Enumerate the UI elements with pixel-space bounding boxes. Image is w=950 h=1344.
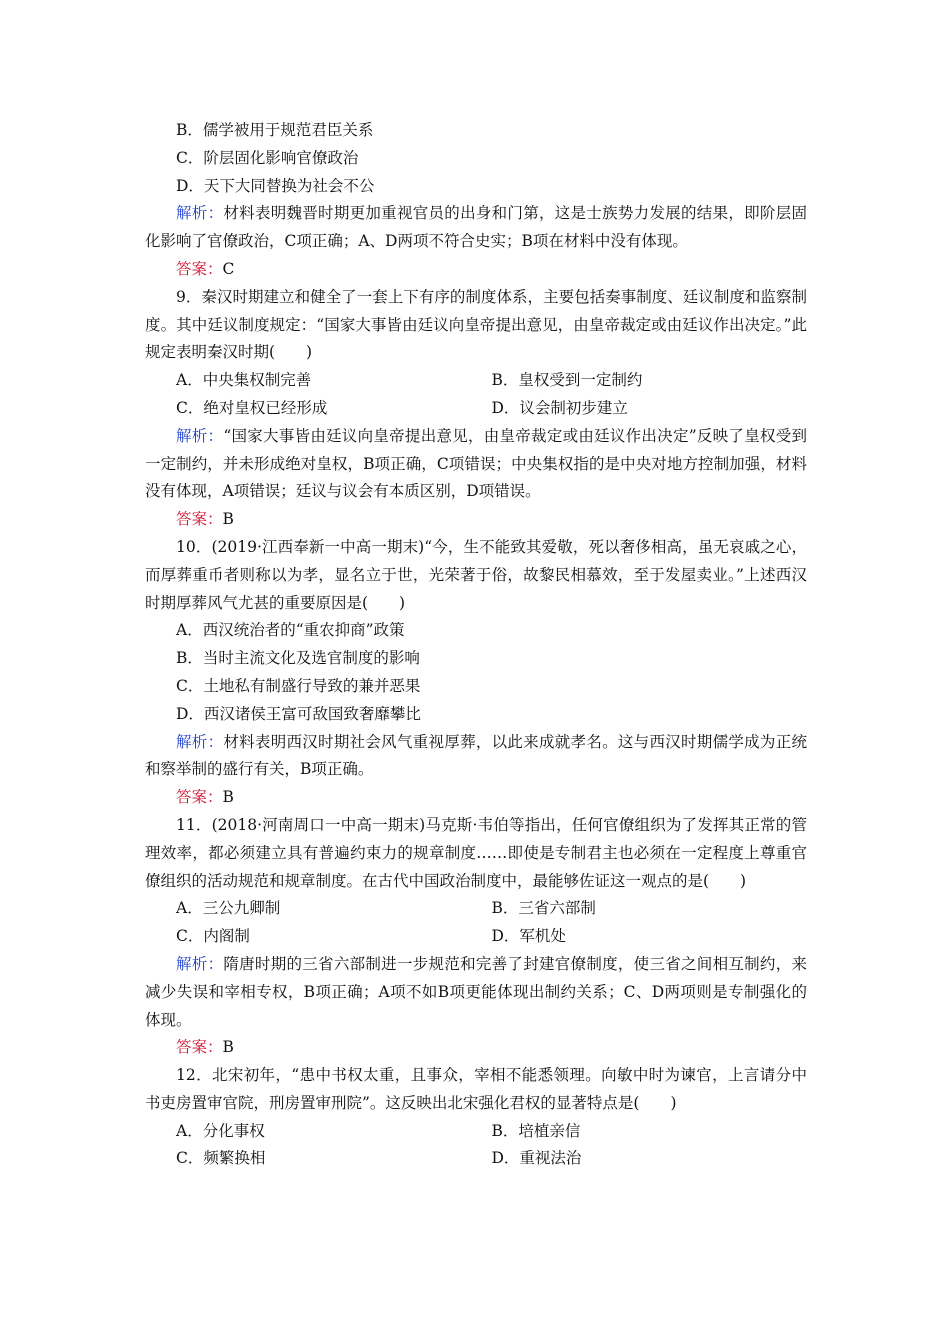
q11-answer-label: 答案： [176, 1038, 223, 1057]
document-content [145, 117, 807, 1173]
q8-analysis-text: 材料表明魏晋时期更加重视官员的出身和门第，这是士族势力发展的结果，即阶层固化影响了官僚政治，C项正确；A、D两项不符合史实；B项在材料中没有体现。 [145, 204, 807, 251]
q9-option-c: C．绝对皇权已经形成 [176, 398, 328, 417]
q11-analysis [145, 951, 807, 1034]
q8-option-b: B．儒学被用于规范君臣关系 [176, 121, 374, 139]
q12-options-row-1 [145, 1118, 807, 1146]
q9-option-d: D．议会制初步建立 [491, 398, 628, 417]
q11-answer-value: B [222, 1038, 234, 1057]
q11-options-row-1 [145, 895, 807, 923]
q8-answer [145, 256, 807, 284]
q10-answer-label: 答案： [176, 788, 223, 807]
q9-answer [145, 506, 807, 534]
q9-option-a: A．中央集权制完善 [176, 371, 312, 390]
q12-stem: 12．北宋初年，“患中书权太重，且事众，宰相不能悉领理。向敏中时为谏官，上言请分中书吏房置审官院，刑房置审刑院”。这反映出北宋强化君权的显著特点是( ) [145, 1066, 807, 1112]
q11-options-row-2 [145, 923, 807, 951]
q11-answer [145, 1034, 807, 1062]
q9-analysis-label: 解析： [176, 426, 224, 445]
q9-options-row-1 [145, 367, 807, 395]
q9-stem: 9．秦汉时期建立和健全了一套上下有序的制度体系，主要包括奏事制度、廷议制度和监察制度。其中廷议制度规定：“国家大事皆由廷议向皇帝提出意见，由皇帝裁定或由廷议作出决定。”此规定表明秦汉时期( ) [145, 287, 807, 362]
q11-option-d: D．军机处 [491, 927, 566, 946]
q9-answer-label: 答案： [176, 510, 223, 529]
q11-option-c: C．内阁制 [176, 927, 250, 946]
q12-option-c: C．频繁换相 [176, 1149, 266, 1168]
q10-analysis-label: 解析： [176, 732, 224, 751]
q10-option-a: A．西汉统治者的“重农抑商”政策 [176, 621, 405, 640]
q9-option-b: B．皇权受到一定制约 [491, 371, 643, 390]
q8-option-d: D．天下大同替换为社会不公 [176, 176, 375, 195]
q10-answer-value: B [222, 788, 234, 807]
q9-answer-value: B [222, 510, 234, 529]
q11-option-a: A．三公九卿制 [176, 899, 281, 918]
q10-analysis-text: 材料表明西汉时期社会风气重视厚葬，以此来成就孝名。这与西汉时期儒学成为正统和察举制的盛行有关，B项正确。 [145, 732, 807, 779]
q11-stem: 11．(2018·河南周口一中高一期末)马克斯·韦伯等指出，任何官僚组织为了发挥其正常的管理效率，都必须建立具有普遍约束力的规章制度……即使是专制君主也必须在一定程度上尊重官僚组织的活动规范和规章制度。在古代中国政治制度中，最能够佐证这一观点的是( ) [145, 815, 807, 890]
q11-option-b: B．三省六部制 [491, 899, 596, 918]
q8-option-c: C．阶层固化影响官僚政治 [176, 148, 359, 167]
q9-analysis-text: “国家大事皆由廷议向皇帝提出意见，由皇帝裁定或由廷议作出决定”反映了皇权受到一定制约，并未形成绝对皇权，B项正确，C项错误；中央集权指的是中央对地方控制加强，材料没有体现，A项错误；廷议与议会有本质区别，D项错误。 [145, 426, 807, 501]
q10-option-b: B．当时主流文化及选官制度的影响 [176, 649, 420, 668]
q12-option-b: B．培植亲信 [491, 1121, 581, 1140]
q11-analysis-label: 解析： [176, 954, 224, 973]
q9-analysis [145, 423, 807, 506]
q8-answer-label: 答案： [176, 259, 223, 278]
q11-analysis-text: 隋唐时期的三省六部制进一步规范和完善了封建官僚制度，使三省之间相互制约，来减少失误和宰相专权，B项正确；A项不如B项更能体现出制约关系；C、D两项则是专制强化的体现。 [145, 954, 807, 1029]
q10-analysis [145, 729, 807, 785]
q10-stem: 10．(2019·江西奉新一中高一期末)“今，生不能致其爱敬，死以奢侈相高，虽无哀戚之心，而厚葬重币者则称以为孝，显名立于世，光荣著于俗，故黎民相慕效，至于发屋卖业。”上述西汉时期厚葬风气尤甚的重要原因是( ) [145, 537, 807, 612]
q10-option-d: D．西汉诸侯王富可敌国致奢靡攀比 [176, 704, 421, 723]
q10-answer [145, 784, 807, 812]
q12-option-d: D．重视法治 [491, 1149, 582, 1168]
q9-options-row-2 [145, 395, 807, 423]
q8-answer-value: C [222, 259, 235, 278]
q8-analysis-label: 解析： [176, 204, 224, 223]
q12-options-row-2 [145, 1145, 807, 1173]
q8-analysis [145, 200, 807, 256]
q12-option-a: A．分化事权 [176, 1121, 265, 1140]
q10-option-c: C．土地私有制盛行导致的兼并恶果 [176, 676, 421, 695]
